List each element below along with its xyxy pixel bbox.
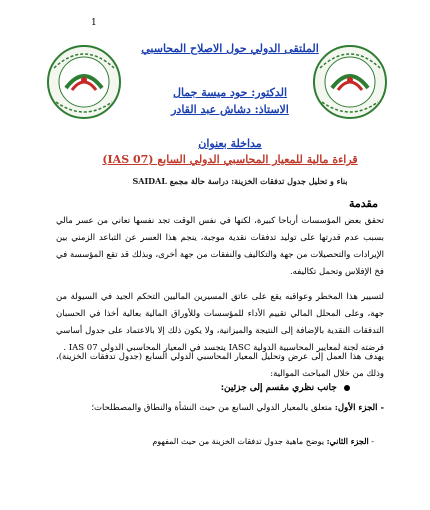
part-1-label: - الجزء الأول: xyxy=(334,403,384,413)
part-2-label: الجزء الثاني: xyxy=(326,436,369,446)
paragraph-3: يهدف هذا العمل إلى عرض وتحليل المعيار المحاسبي الدولي السابع (جدول تدفقات الخزينة)، وذلك من خلال المباحث الموالية: xyxy=(56,352,384,379)
outline-bullet-text: جانب نظري مقسم إلى جزئين: xyxy=(220,383,337,393)
presentation-label: مداخلة بعنوان xyxy=(198,137,262,150)
paragraph-2: لتسيير هذا المخطر وعواقبه يقع على عاتق المسيرين الماليين التحكم الجيد في السيولة من جهة، وعلى المحلل المالي تقييم الأداء للمؤسسات وللأوراق المالية بعالية أخذا في الحسبان التدفقات النقدية بالإضافة إلى النتيجة والميزانية، ولا يكون ذلك إلا بالاعتماد على جدول أساسي فرضته لجنة لمعايير المحاسبية الدولية IASC يتجسد في المعيار المحاسبي الدولي IAS 07 . xyxy=(56,292,384,353)
section-heading: مقدمة xyxy=(348,197,378,210)
outline-part-2: - الجزء الثاني: يوضح ماهية جدول تدفقات الخزينة من حيث المفهوم xyxy=(152,436,374,446)
part-1-text: متعلق بالمعيار الدولي السابع من حيث النشأة والنطاق والمصطلحات؛ xyxy=(91,403,333,413)
paper-title: قراءة مالية للمعيار المحاسبي الدولي السابع (IAS 07) xyxy=(102,153,358,166)
author-2: الاستاذ: دشاش عبد القادر xyxy=(171,103,289,116)
paragraph-1: تحقق بعض المؤسسات أرباحا كبيرة، لكنها في نفس الوقت تجد نفسها تعاني من عسر مالي بسبب عدم قدرتها على توليد تدفقات نقدية موجبة، ينجم هذا العسر عن التباعد الزمني بين الإيرادات والتحصيلات من جهة والتكاليف والنفقات من جهة أخرى، وبذلك قد تقع المؤسسة في فخ الإفلاس وتحمل تكاليفه. xyxy=(56,216,384,277)
author-1: الدكتور: حود ميسة جمال xyxy=(172,86,288,99)
bullet-dot-icon xyxy=(344,385,350,391)
conference-title: الملتقى الدولي حول الاصلاح المحاسبي xyxy=(141,42,319,55)
part-2-text: يوضح ماهية جدول تدفقات الخزينة من حيث المفهوم xyxy=(152,437,325,446)
paper-subtitle: بناء و تحليل جدول تدفقات الخزينة: دراسة حالة مجمع SAIDAL xyxy=(132,176,348,186)
outline-part-1 xyxy=(56,400,384,417)
outline-bullet xyxy=(221,383,350,393)
page-number: 1 xyxy=(91,18,97,28)
